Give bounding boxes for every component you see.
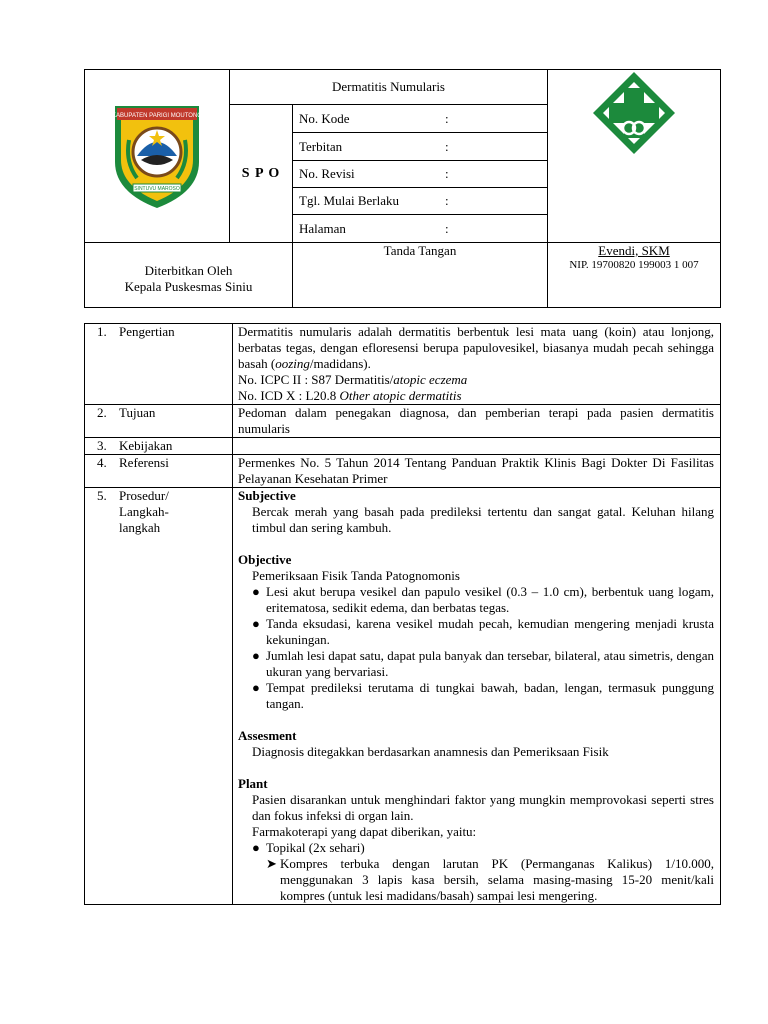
assesment-text: Diagnosis ditegakkan berdasarkan anamnesis dan Pemeriksaan Fisik [252,744,609,759]
row-label: Prosedur/ [119,488,169,503]
icd-italic: Other atopic dermatitis [339,388,462,403]
kompres-item: Kompres terbuka dengan larutan PK (Permanganas Kalikus) 1/10.000, menggunakan 3 lapis kasa bersih, selama masing-masing 15-20 menit/kali kompres (untuk lesi madidans/basah) sampai lesi mengering. [280,856,714,903]
plant-text-1: Pasien disarankan untuk menghindari faktor yang mungkin memprovokasi seperti stres dan fokus infeksi di organ lain. [252,792,714,823]
objective-heading: Objective [238,552,292,567]
field-no-revisi [293,161,548,188]
prosedur-content [233,488,721,905]
subjective-text: Bercak merah yang basah pada predileksi tertentu dan sangat gatal. Keluhan hilang timbul dan sering kambuh. [252,504,714,535]
topikal-item: ● Topikal (2x sehari) [252,840,714,856]
objective-item: ● Tempat predileksi terutama di tungkai bawah, badan, lengan, termasuk punggung tangan. [252,680,714,712]
row-number: 2. [97,405,107,420]
field-value: : [445,193,449,208]
puskesmas-logo-cell [548,70,721,243]
row-content [233,324,721,405]
row-number: 1. [97,324,107,339]
pengertian-text-end: /madidans). [309,356,371,371]
regency-emblem-icon [107,100,207,212]
document-title: Dermatitis Numularis [230,70,548,105]
field-label: Terbitan [299,138,343,154]
row-label-cell [85,324,233,405]
row-label-cell [85,438,233,455]
arrow-bullet-icon: ➤ [266,856,277,871]
icpc-italic: atopic eczema [393,372,468,387]
row-tujuan [85,405,721,438]
row-label-cell [85,488,233,905]
field-label: No. Revisi [299,166,355,181]
row-label: Tujuan [119,405,156,420]
plant-heading: Plant [238,776,268,791]
plant-text-2: Farmakoterapi yang dapat diberikan, yaitu: [252,824,477,839]
icd-label: No. ICD X : L20.8 [238,388,340,403]
row-label-cell [85,455,233,488]
row-pengertian [85,324,721,405]
signer-cell [548,243,721,308]
field-value: : [445,138,449,154]
kebijakan-text [233,438,721,455]
issued-by-line-2: Kepala Puskesmas Siniu [124,279,253,294]
row-label: Kebijakan [119,438,173,453]
row-prosedur [85,488,721,905]
objective-item: ● Tanda eksudasi, karena vesikel mudah pecah, kemudian mengering menjadi krusta kekuningan. [252,616,714,648]
row-number: 3. [97,438,107,453]
objective-item: ● Jumlah lesi dapat satu, dapat pula banyak dan tersebar, bilateral, atau simetris, dengan ukuran yang bervariasi. [252,648,714,680]
row-label-2: Langkah- [119,504,169,519]
objective-item: ● Lesi akut berupa vesikel dan papulo vesikel (0.3 – 1.0 cm), berbentuk uang logam, eritematosa, sedikit edema, dan berbatas tegas. [252,584,714,616]
procedure-table [84,323,721,905]
subjective-heading: Subjective [238,488,296,503]
row-label-cell [85,405,233,438]
field-label: Tgl. Mulai Berlaku [299,193,400,208]
field-no-kode [293,105,548,133]
svg-text:KABUPATEN PARIGI MOUTONG: KABUPATEN PARIGI MOUTONG [112,113,202,119]
field-tgl-mulai [293,188,548,215]
field-label: No. Kode [299,110,350,126]
field-value: : [445,166,449,181]
field-terbitan [293,133,548,161]
field-label: Halaman [299,220,346,236]
row-number: 4. [97,455,107,470]
row-kebijakan [85,438,721,455]
signature-cell [293,243,548,308]
field-value: : [445,220,449,236]
pengertian-oozing: oozing [275,356,310,371]
row-label-3: langkah [119,520,161,535]
svg-text:SINTUVU MAROSO: SINTUVU MAROSO [134,186,180,192]
assesment-heading: Assesment [238,728,297,743]
objective-intro: Pemeriksaan Fisik Tanda Patognomonis [252,568,460,583]
signer-name: Evendi, SKM [598,243,670,258]
field-value: : [445,110,449,126]
signature-label: Tanda Tangan [383,243,457,258]
puskesmas-logo-icon [591,70,677,156]
regency-logo-cell [85,70,230,243]
issued-by-cell [85,243,293,308]
row-referensi [85,455,721,488]
row-label: Pengertian [119,324,175,339]
row-number: 5. [97,488,107,503]
referensi-text: Permenkes No. 5 Tahun 2014 Tentang Panduan Praktik Klinis Bagi Dokter Di Fasilitas Pelayanan Kesehatan Primer [233,455,721,488]
field-halaman [293,215,548,243]
row-label: Referensi [119,455,169,470]
spo-label: S P O [230,105,293,243]
header-table [84,69,721,308]
pengertian-text: Dermatitis numularis adalah dermatitis berbentuk lesi mata uang (koin) atau lonjong, berbatas tegas, dengan efloresensi berupa papulovesikel, biasanya mudah pecah sehingga basah ( [238,324,714,371]
signer-nip: NIP. 19700820 199003 1 007 [569,259,699,271]
issued-by-line-1: Diterbitkan Oleh [144,263,233,278]
tujuan-text: Pedoman dalam penegakan diagnosa, dan pemberian terapi pada pasien dermatitis numularis [233,405,721,438]
icpc-label: No. ICPC II : S87 Dermatitis/ [238,372,394,387]
